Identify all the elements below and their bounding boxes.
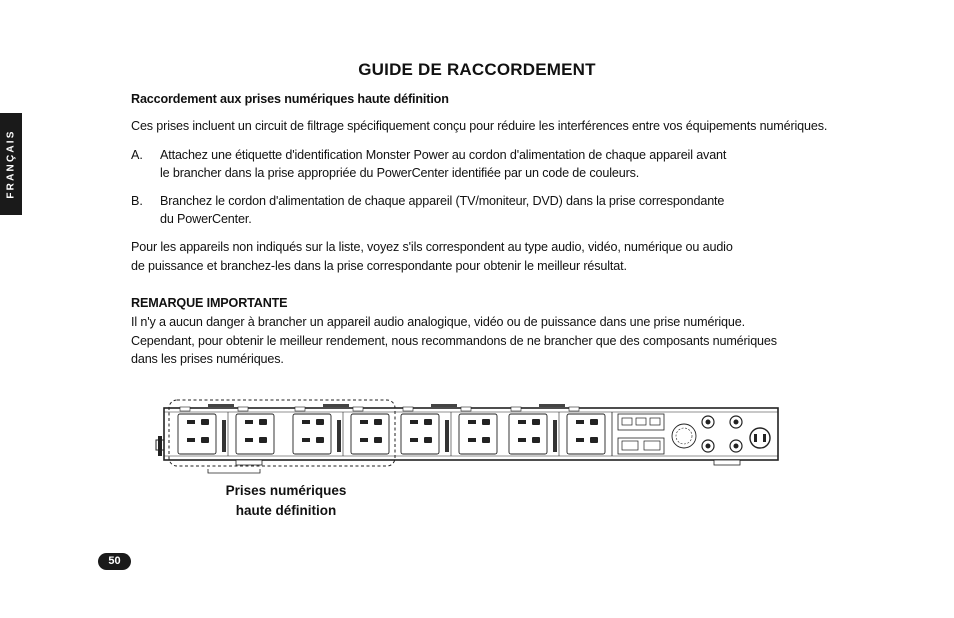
outlet-tab	[295, 407, 305, 411]
outlet-slot	[187, 438, 195, 442]
outlet-group-label	[431, 404, 457, 407]
outlet-ground	[374, 437, 382, 443]
section-heading: Raccordement aux prises numériques haute définition	[131, 92, 449, 106]
outlet-slot	[518, 420, 526, 424]
outlet-ground	[482, 437, 490, 443]
step-a-label: A.	[131, 148, 143, 162]
outlet-tab	[403, 407, 413, 411]
outlet-slot	[302, 438, 310, 442]
outlet-ground	[590, 419, 598, 425]
outlet-ground	[590, 437, 598, 443]
outlet-ground	[532, 419, 540, 425]
outlet-ground	[374, 419, 382, 425]
outlet-slot	[302, 420, 310, 424]
outlet-slot	[576, 420, 584, 424]
outlet-slot	[245, 438, 253, 442]
note-line-2: Cependant, pour obtenir le meilleur rendement, nous recommandons de ne brancher que des composants numériques	[131, 334, 777, 348]
outlet-tab	[569, 407, 579, 411]
outlet-slot	[245, 420, 253, 424]
note-heading: REMARQUE IMPORTANTE	[131, 296, 288, 310]
outlet-group-label	[208, 404, 234, 407]
outlet-face	[351, 414, 389, 454]
outlet-slot	[410, 420, 418, 424]
outlet-tab	[511, 407, 521, 411]
outlet-ground	[482, 419, 490, 425]
outlet-face	[509, 414, 547, 454]
language-tab-label: FRANÇAIS	[5, 129, 17, 199]
outlet-ground	[532, 437, 540, 443]
language-tab	[0, 113, 22, 215]
step-b-label: B.	[131, 194, 143, 208]
step-b-line-1: Branchez le cordon d'alimentation de chaque appareil (TV/moniteur, DVD) dans la prise correspondante	[160, 194, 725, 208]
page-number: 50	[98, 553, 131, 570]
paragraph-line-1: Pour les appareils non indiqués sur la liste, voyez s'ils correspondent au type audio, vidéo, numérique ou audio	[131, 240, 733, 254]
outlet-tab	[461, 407, 471, 411]
outlet-face	[567, 414, 605, 454]
outlet-stripe	[553, 420, 557, 452]
outlet-ground	[201, 419, 209, 425]
outlet-slot	[360, 438, 368, 442]
outlet-tab	[353, 407, 363, 411]
page-title: GUIDE DE RACCORDEMENT	[358, 60, 596, 79]
power-center-rear-panel-illustration	[148, 394, 788, 476]
intro-paragraph: Ces prises incluent un circuit de filtrage spécifiquement conçu pour réduire les interférences entre vos équipements numériques.	[131, 119, 828, 133]
outlet-group-label	[539, 404, 565, 407]
outlet-face	[459, 414, 497, 454]
outlet-stripe	[445, 420, 449, 452]
outlet-face	[236, 414, 274, 454]
paragraph-line-2: de puissance et branchez-les dans la prise correspondante pour obtenir le meilleur résultat.	[131, 259, 627, 273]
outlet-face	[178, 414, 216, 454]
outlet-slot	[468, 438, 476, 442]
outlet-face	[401, 414, 439, 454]
note-line-3: dans les prises numériques.	[131, 352, 284, 366]
outlet-ground	[316, 437, 324, 443]
power-cord-icon	[156, 436, 164, 456]
outlet-tab	[180, 407, 190, 411]
outlet-slot	[468, 420, 476, 424]
outlet-ground	[316, 419, 324, 425]
outlet-ground	[259, 419, 267, 425]
step-a-line-2: le brancher dans la prise appropriée du PowerCenter identifiée par un code de couleurs.	[160, 166, 640, 180]
seal-badge-icon	[672, 424, 696, 448]
outlet-callout	[206, 481, 366, 521]
step-b-line-2: du PowerCenter.	[160, 212, 252, 226]
step-a-line-1: Attachez une étiquette d'identification Monster Power au cordon d'alimentation de chaque appareil avant	[160, 148, 727, 162]
outlet-slot	[576, 438, 584, 442]
outlet-slot	[187, 420, 195, 424]
callout-bracket	[208, 469, 260, 473]
power-inlet-icon	[750, 428, 770, 448]
outlet-slot	[360, 420, 368, 424]
outlet-ground	[201, 437, 209, 443]
outlet-stripe	[222, 420, 226, 452]
outlet-tab	[238, 407, 248, 411]
outlet-ground	[424, 419, 432, 425]
outlet-slot	[410, 438, 418, 442]
outlet-ground	[259, 437, 267, 443]
outlet-stripe	[337, 420, 341, 452]
note-line-1: Il n'y a aucun danger à brancher un appareil audio analogique, vidéo ou de puissance dans une prise numérique.	[131, 315, 745, 329]
callout-line-2: haute définition	[235, 503, 337, 518]
outlet-slot	[518, 438, 526, 442]
outlet-face	[293, 414, 331, 454]
callout-line-1: Prises numériques	[225, 483, 347, 498]
outlet-ground	[424, 437, 432, 443]
outlet-group-label	[323, 404, 349, 407]
